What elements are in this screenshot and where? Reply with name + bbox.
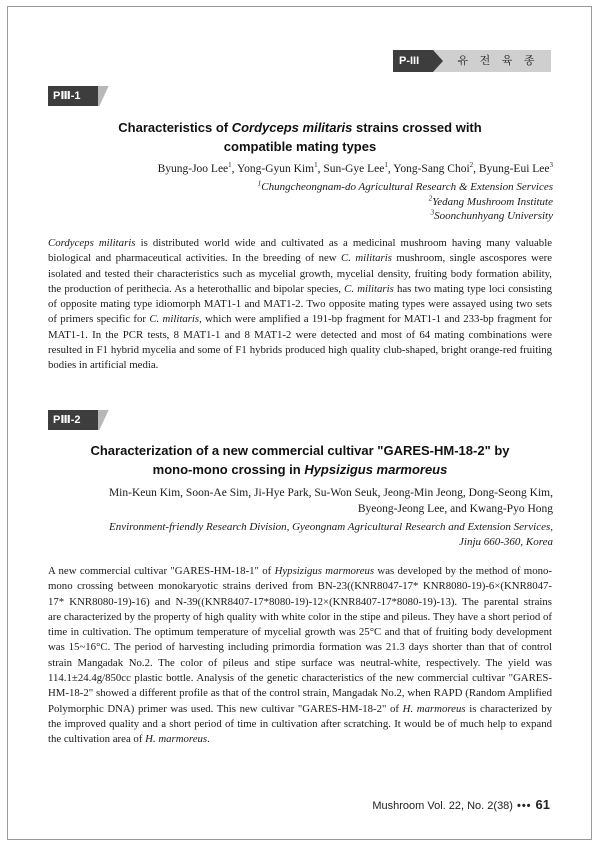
author: Yong-Gyun Kim$^1$	[237, 161, 318, 175]
journal-citation: Mushroom Vol. 22, No. 2(38)	[372, 800, 513, 812]
article-title: Characterization of a new commercial cultivar "GARES-HM-18-2" by mono-mono crossing in Hypsizigus marmoreus	[90, 443, 510, 477]
author: Sun-Gye Lee$^1$	[323, 161, 388, 175]
affiliation: $^1$Chungcheongnam-do Agricultural Research & Extension Services	[257, 179, 553, 193]
author: Yong-Sang Choi$^2$	[393, 161, 474, 175]
article-code: PⅢ-2	[48, 410, 98, 430]
tab-arrow-icon	[433, 50, 443, 72]
dots-icon: •••	[516, 800, 532, 812]
author-list: Byung-Joo Lee$^1$, Yong-Gyun Kim$^1$, Sun-Gye Lee$^1$, Yong-Sang Choi$^2$, Byung-Eui Lee$^3$	[157, 161, 553, 175]
page-number: 61	[535, 797, 550, 812]
article-code-badge	[48, 86, 106, 106]
abstract: Cordyceps militaris is distributed world wide and cultivated as a medicinal mushroom having many valuable biological and pharmaceutical activities. In the breeding of new C. militaris mushroom, single ascospores were isolated and tested their characteristics such as mycelial growth, mycelial density, fruiting body formation ability, the production of perithecia. As a heterothallic and bipolar species, C. militaris has two mating type loci consisting of opposite mating type idiomorph MAT1-1 and MAT1-2. Two opposite mating types were assayed using two sets of primers specific for C. militaris, which were amplified a 191-bp fragment for MAT1-1 and 233-bp fragment for MAT1-1. In the PCR tests, 8 MAT1-1 and 8 MAT1-2 were detected and most of 64 mating combinations were resulted in F1 hybrid mycelia and some of F1 hybrids produced high quality club-shaped, bright orange-red fruiting bodies in artificial media.	[48, 237, 552, 372]
section-code: P-III	[393, 50, 433, 72]
author: Byung-Eui Lee$^3$	[478, 161, 553, 175]
article-title: Characteristics of Cordyceps militaris strains crossed with compatible mating types	[118, 120, 482, 154]
affiliation: $^2$Yedang Mushroom Institute	[428, 193, 553, 208]
abstract: A new commercial cultivar "GARES-HM-18-1" of Hypsizigus marmoreus was developed by the method of mono-mono crossing between monokaryotic strains derived from BN-23((KNR8047-17* KNR8080-19)-6×(KNR8047-17* KNR8080-19)-16) and N-39((KNR8407-17*8080-19)-12×(KNR8407-17*8080-19)-13). The parental strains are characterized by the property of high quality with white color in the stipe and pileus. They have a short period of time in cultivation. The optimum temperature of mycelial growth was 25°C and that of fruiting body development was 15~16°C. The period of harvesting including primordia formation was 21.3 days shorter than that of control strain Mangadak No.2. The color of pileus and stipe surface was neutral-white, respectively. The yield was 114.1±24.4g/850cc plastic bottle. Analysis of the genetic characteristics of the new commercial cultivar "GARES-HM-18-2" showed a different profile as that of the control strain, Mangadak No.2, when RAPD (Random Amplified Polymorphic DNA) primer was used. This new cultivar "GARES-HM-18-2" of H. marmoreus is characterized by the improved quality and a short period of time in cultivation after scratching. It would be of much help to expand the cultivation area of H. marmoreus.	[48, 565, 553, 746]
page-footer	[372, 797, 550, 812]
article-code: PⅢ-1	[48, 86, 98, 106]
author: Byung-Joo Lee$^1$	[157, 161, 232, 175]
affiliation-list: Environment-friendly Research Division, Gyeongnam Agricultural Research and Extension Services, Jinju 660-360, Korea	[109, 521, 553, 548]
section-name: 유 전 육 종	[433, 50, 551, 72]
affiliation: $^3$Soonchunhyang University	[430, 208, 553, 222]
affiliation-list	[258, 180, 553, 224]
author-list: Min-Keun Kim, Soon-Ae Sim, Ji-Hye Park, Su-Won Seuk, Jeong-Min Jeong, Dong-Seong Kim, Byeong-Jeong Lee, and Kwang-Pyo Hong	[108, 487, 553, 515]
article-code-badge	[48, 410, 106, 430]
section-header-tab	[393, 50, 551, 72]
